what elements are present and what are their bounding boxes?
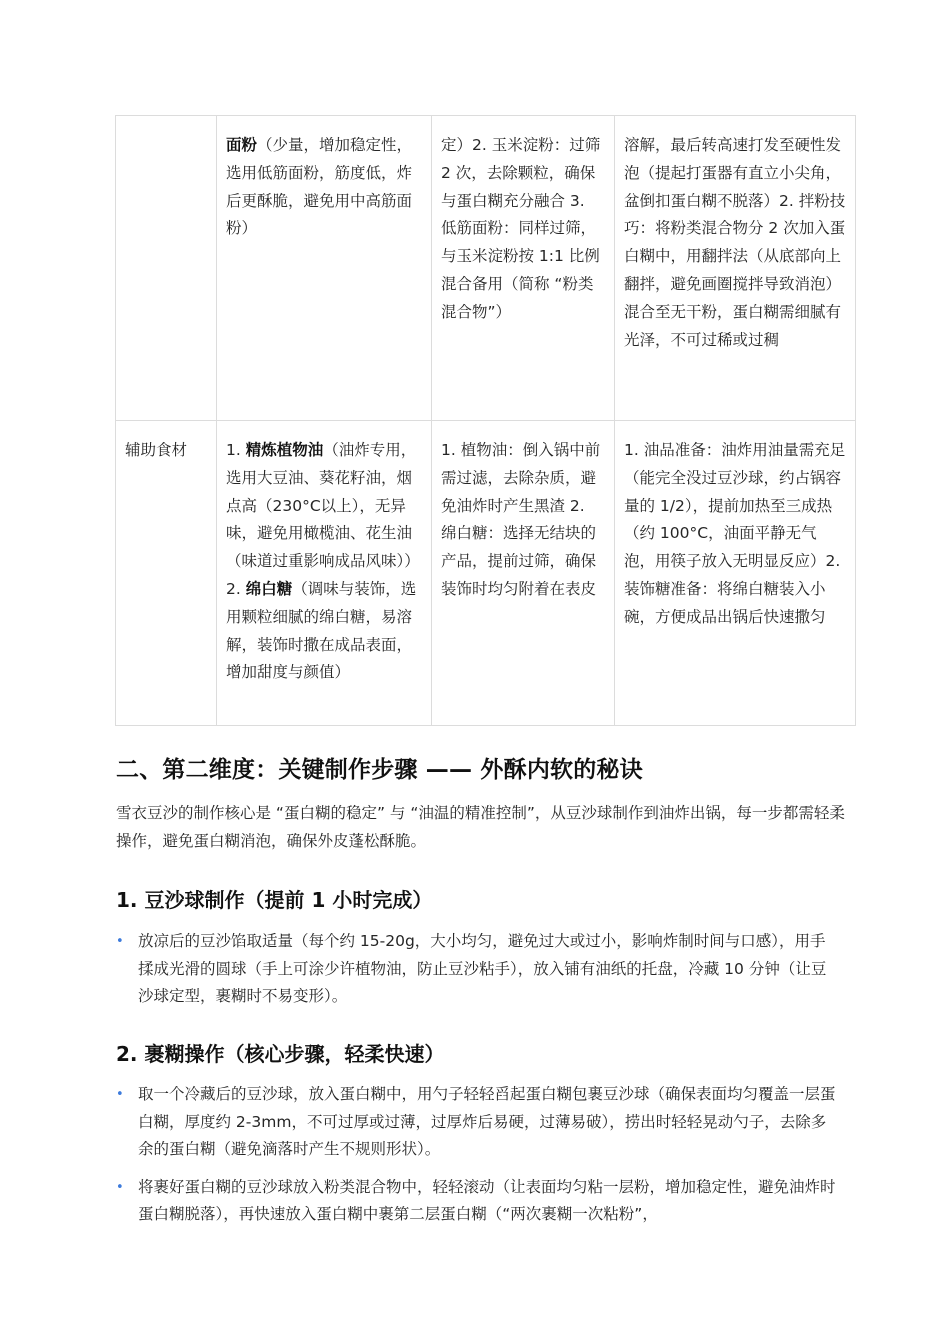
table-cell-technique: 1. 油品准备：油炸用油量需充足（能完全没过豆沙球，约占锅容量的 1/2），提前加热至三成热（约 100°C，油面平静无气泡，用筷子放入无明显反应）2. 装饰糖准备：将绵白糖装入小碗，方便成品出锅后快速撒匀 [615, 421, 856, 726]
table-cell-category: 辅助食材 [116, 421, 217, 726]
bullet-icon: • [116, 934, 124, 949]
table-cell-preparation: 1. 植物油：倒入锅中前需过滤，去除杂质，避免油炸时产生黑渣 2. 绵白糖：选择无结块的产品，提前过筛，确保装饰时均匀附着在表皮 [432, 421, 615, 726]
bullet-icon: • [116, 1087, 124, 1102]
table-cell-technique: 溶解，最后转高速打发至硬性发泡（提起打蛋器有直立小尖角，盆倒扣蛋白糊不脱落）2. 拌粉技巧：将粉类混合物分 2 次加入蛋白糊中，用翻拌法（从底部向上翻拌，避免画圈搅拌导致消泡）混合至无干粉，蛋白糊需细腻有光泽，不可过稀或过稠 [615, 116, 856, 421]
list-item: • 放凉后的豆沙馅取适量（每个约 15-20g，大小均匀，避免过大或过小，影响炸制时间与口感），用手揉成光滑的圆球（手上可涂少许植物油，防止豆沙粘手），放入铺有油纸的托盘，冷藏 10 分钟（让豆沙球定型，裹糊时不易变形）。 [116, 928, 836, 1011]
table-cell-category [116, 116, 217, 421]
table-row [116, 421, 856, 726]
section-intro: 雪衣豆沙的制作核心是 “蛋白糊的稳定” 与 “油温的精准控制”，从豆沙球制作到油炸出锅，每一步都需轻柔操作，避免蛋白糊消泡，确保外皮蓬松酥脆。 [116, 804, 845, 850]
step-heading: 1. 豆沙球制作（提前 1 小时完成） [116, 888, 433, 912]
step2-list [116, 1081, 836, 1229]
ingredients-table [115, 115, 856, 726]
table-cell-ingredient: 面粉（少量，增加稳定性，选用低筋面粉，筋度低，炸后更酥脆，避免用中高筋面粉） [217, 116, 432, 421]
list-item: • 将裹好蛋白糊的豆沙球放入粉类混合物中，轻轻滚动（让表面均匀粘一层粉，增加稳定性，避免油炸时蛋白糊脱落），再快速放入蛋白糊中裹第二层蛋白糊（“两次裹糊一次粘粉”， [116, 1174, 836, 1229]
list-item: • 取一个冷藏后的豆沙球，放入蛋白糊中，用勺子轻轻舀起蛋白糊包裹豆沙球（确保表面均匀覆盖一层蛋白糊，厚度约 2-3mm，不可过厚或过薄，过厚炸后易硬，过薄易破），捞出时轻轻晃动勺子，去除多余的蛋白糊（避免滴落时产生不规则形状）。 [116, 1081, 836, 1164]
section-heading: 二、第二维度：关键制作步骤 —— 外酥内软的秘诀 [116, 757, 643, 783]
table-row [116, 116, 856, 421]
step-heading: 2. 裹糊操作（核心步骤，轻柔快速） [116, 1042, 445, 1066]
bullet-icon: • [116, 1179, 124, 1195]
step1-list [116, 928, 836, 1011]
table-cell-preparation: 定）2. 玉米淀粉：过筛 2 次，去除颗粒，确保与蛋白糊充分融合 3. 低筋面粉：同样过筛，与玉米淀粉按 1:1 比例混合备用（简称 “粉类混合物”） [432, 116, 615, 421]
table-cell-ingredient: 1. 精炼植物油（油炸专用，选用大豆油、葵花籽油，烟点高（230°C以上），无异味，避免用橄榄油、花生油（味道过重影响成品风味））2. 绵白糖（调味与装饰，选用颗粒细腻的绵白糖，易溶解，装饰时撒在成品表面，增加甜度与颜值） [217, 421, 432, 726]
